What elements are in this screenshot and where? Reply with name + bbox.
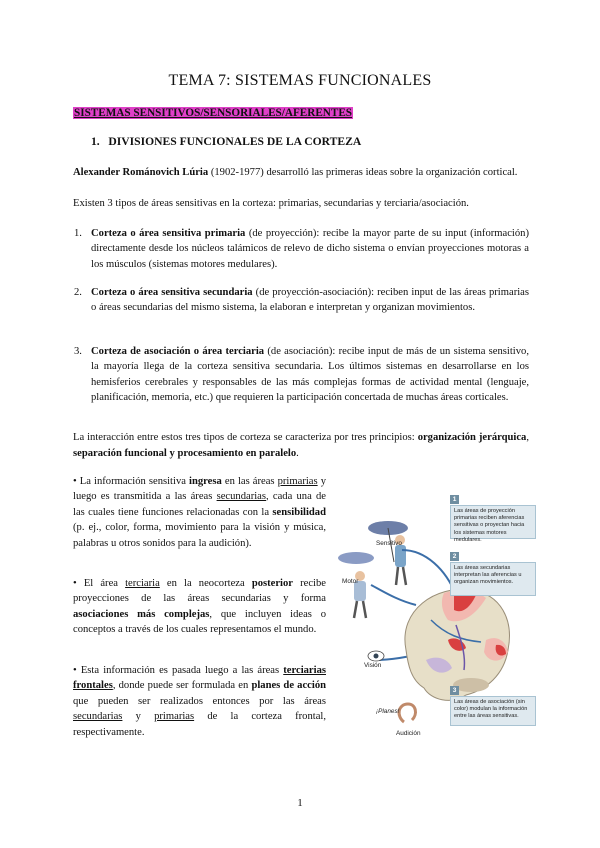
bullet-bold: sensibilidad (272, 506, 326, 518)
list-number: 1. (74, 228, 82, 239)
bullet-text: en las áreas (221, 476, 278, 487)
principle-2: separación funcional y procesamiento en paralelo (73, 447, 297, 459)
bullet-text: • Esta información es pasada luego a las áreas (73, 665, 284, 676)
bullet-bold: asociaciones más complejas (73, 608, 210, 620)
callout-number: 1 (450, 495, 459, 504)
bullet-text: , cada una de las cuales tiene funciones relacionadas con la (73, 491, 327, 518)
list-number: 3. (74, 346, 82, 357)
list-item (74, 226, 529, 272)
label-motor: Motor (342, 578, 359, 585)
bullet-3 (73, 663, 326, 740)
page-number: 1 (297, 797, 303, 809)
bullet-underline: primarias (277, 476, 318, 487)
bullet-text: recibe proyecciones de las áreas secundarias y forma (73, 578, 326, 605)
bullet-bold: ingresa (189, 476, 222, 487)
bullet-2 (73, 576, 326, 638)
section-title: DIVISIONES FUNCIONALES DE LA CORTEZA (108, 135, 362, 148)
principle-1: organización jerárquica (417, 432, 527, 443)
label-sensitivo: Sensitivo (376, 540, 402, 547)
list-term: Corteza o área sensitiva primaria (91, 228, 246, 239)
list-term: Corteza de asociación o área terciaria (91, 346, 265, 357)
principles-end: . (296, 447, 299, 459)
umbrella-icon (338, 552, 374, 564)
list-number: 2. (74, 287, 82, 298)
bullet-text: en la neocorteza (159, 578, 252, 589)
list-item (74, 344, 529, 406)
bullet-text: que pueden ser realizados entonces por las áreas (73, 695, 326, 707)
person-body (395, 545, 406, 567)
ear-icon (399, 704, 415, 722)
highlighted-heading: SISTEMAS SENSITIVOS/SENSORIALES/AFERENTES (74, 107, 353, 119)
list-text: (de asociación): recibe input de más de un sistema sensitivo, la mayoría llega de la corteza sensitiva secundaria. Los últimos sistemas en desarrollarse en los hemisferios cerebrales y responsables de las más complejas formas de actividad mental (lenguaje, planificación, memoria, etc.) que requieren la participación concertada de muchas áreas corticales. (91, 346, 529, 404)
bullet-bold: posterior (251, 578, 293, 589)
callout-box: Las áreas de proyección primarias reciben aferencias sensitivas o proyectan hacia los sistemas motores medulares. (450, 505, 536, 539)
intro-line1: (1902-1977) desarrolló las primeras ideas sobre la organización cortical. (208, 167, 518, 178)
author-name: Alexander Románovich Lúria (73, 167, 209, 178)
bullet-text: , donde puede ser formulada en (112, 680, 252, 692)
bullet-text: (p. ej., color, forma, movimiento para la visión y música, palabras u otros sonidos para la audición). (73, 522, 326, 549)
list-text: (de proyección): recibe la mayor parte de su input (información) directamente desde los núcleos talámicos de relevo de dicho sistema o envían proyecciones motoras a los músculos (sistemas motores medulares). (91, 228, 529, 270)
bullet-underline: primarias (154, 711, 195, 723)
list-term: Corteza o área sensitiva secundaria (91, 287, 253, 298)
principles-paragraph (73, 430, 529, 461)
callout-box: Las áreas de asociación (sin color) modulan la información entre las áreas sensitivas. (450, 696, 536, 726)
label-planes: ¡Planes! (376, 708, 400, 715)
callout-number: 2 (450, 552, 459, 561)
principles-lead: La interacción entre estos tres tipos de corteza se caracteriza por tres principios: (73, 432, 418, 443)
bullet-1 (73, 474, 326, 551)
label-audicion: Audición (396, 730, 421, 737)
list-item (74, 285, 529, 316)
intro-paragraph (73, 165, 529, 181)
bullet-bold: planes de acción (251, 680, 327, 692)
bullet-bold-underline: terciarias frontales (73, 665, 326, 692)
sensory-arrow (402, 550, 456, 595)
section-number: 1. (91, 135, 100, 148)
section-heading (91, 135, 361, 148)
bullet-underline: terciaria (125, 578, 160, 589)
bullet-text: y (122, 711, 155, 723)
bullet-underline: secundarias (73, 711, 123, 723)
bullet-text: • El área (73, 578, 126, 589)
callout-number: 3 (450, 686, 459, 695)
bullet-text: y luego es transmitida a las áreas (73, 476, 326, 503)
bullet-text: • La información sensitiva (73, 476, 190, 487)
page-title: TEMA 7: SISTEMAS FUNCIONALES (168, 72, 432, 89)
intro-line2: Existen 3 tipos de áreas sensitivas en la corteza: primarias, secundarias y terciaria/asociación. (73, 198, 469, 209)
list-text: (de proyección-asociación): reciben input de las áreas primarias o áreas secundarias del mismo sistema, la elaboran e interpretan y organizan movimientos. (91, 287, 529, 314)
motor-arrow (371, 585, 416, 605)
label-vision: Visión (364, 662, 382, 669)
bullet-text: de la corteza frontal, respectivamente. (73, 711, 327, 738)
bullet-text: , que incluyen ideas o conceptos a través de los cuales representamos el mundo. (73, 608, 326, 636)
principles-separator: , (526, 432, 530, 443)
bullet-underline: secundarias (216, 491, 266, 503)
callout-box: Las áreas secundarias interpretan las aferencias u organizan movimientos. (450, 562, 536, 596)
brain-figure (336, 490, 536, 738)
